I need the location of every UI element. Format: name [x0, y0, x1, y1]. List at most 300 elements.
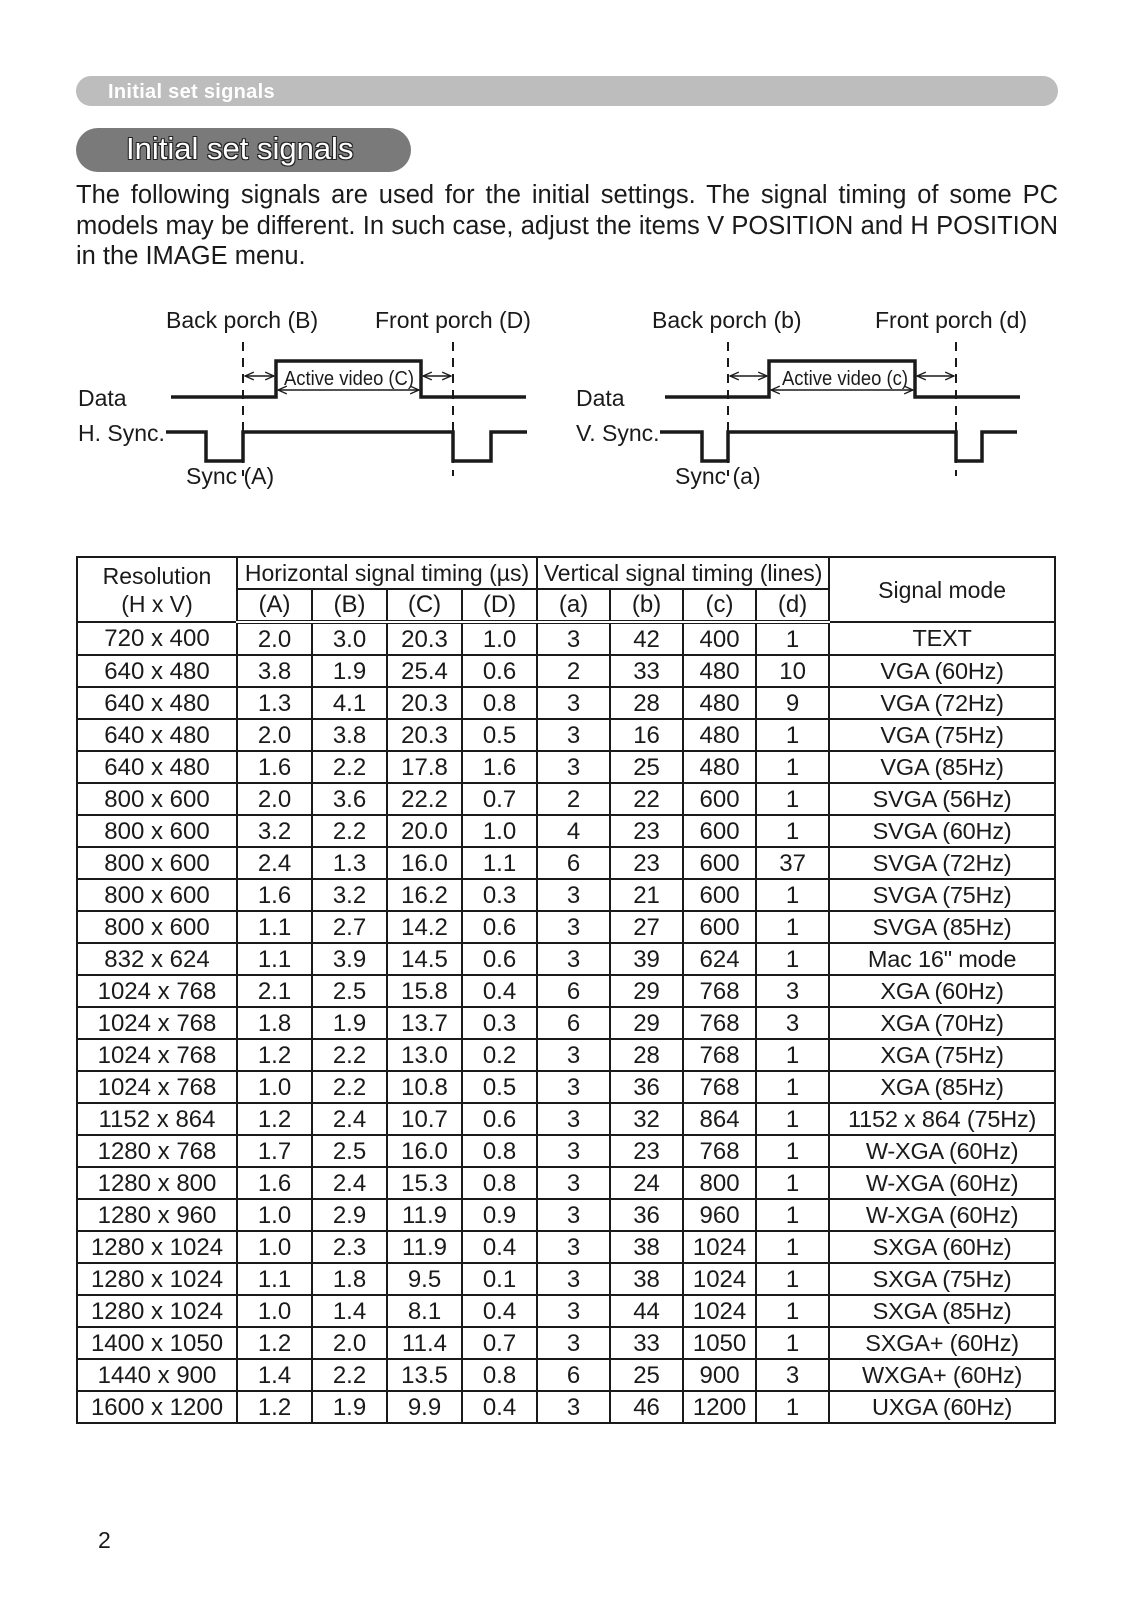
h-active-C-cell: 11.9 [387, 1199, 462, 1231]
signal-mode-cell: SVGA (72Hz) [829, 847, 1055, 879]
h-front-porch-D-cell: 0.4 [462, 1295, 537, 1327]
v-front-porch-d-cell: 1 [756, 1391, 829, 1423]
v-sync-a-cell: 3 [537, 1263, 610, 1295]
h-back-porch-B-cell: 4.1 [312, 687, 387, 719]
h-active-C-cell: 9.5 [387, 1263, 462, 1295]
resolution-cell: 640 x 480 [77, 751, 237, 783]
signal-mode-cell: VGA (60Hz) [829, 655, 1055, 687]
signal-timing-table [76, 556, 1056, 1424]
v-active-c-cell: 960 [683, 1199, 756, 1231]
v-back-porch-b-cell: 25 [610, 1359, 683, 1391]
resolution-cell: 800 x 600 [77, 815, 237, 847]
resolution-cell: 1280 x 1024 [77, 1263, 237, 1295]
table-row [77, 1199, 1055, 1231]
h-front-porch-D-cell: 1.0 [462, 815, 537, 847]
col-header-D: (D) [462, 589, 537, 622]
h-sync-A-cell: 2.0 [237, 783, 312, 815]
h-back-porch-B-cell: 2.0 [312, 1327, 387, 1359]
h-sync-A-cell: 1.4 [237, 1359, 312, 1391]
h-sync-A-cell: 1.2 [237, 1391, 312, 1423]
v-sync-a-cell: 6 [537, 1007, 610, 1039]
h-sync-A-cell: 2.0 [237, 719, 312, 751]
h-sync-A-cell: 1.1 [237, 943, 312, 975]
v-back-porch-b-cell: 24 [610, 1167, 683, 1199]
resolution-cell: 1280 x 1024 [77, 1231, 237, 1263]
h-back-porch-B-cell: 2.2 [312, 1039, 387, 1071]
col-header-A: (A) [237, 589, 312, 622]
table-row [77, 719, 1055, 751]
v-front-porch-d-cell: 1 [756, 622, 829, 655]
resolution-cell: 1280 x 960 [77, 1199, 237, 1231]
h-back-porch-B-cell: 2.2 [312, 815, 387, 847]
v-sync-a-cell: 6 [537, 975, 610, 1007]
h-active-C-cell: 14.5 [387, 943, 462, 975]
v-front-porch-d-cell: 10 [756, 655, 829, 687]
h-front-porch-label: Front porch (D) [375, 307, 531, 333]
v-active-c-cell: 768 [683, 975, 756, 1007]
h-sync-A-cell: 1.7 [237, 1135, 312, 1167]
h-sync-A-cell: 1.2 [237, 1039, 312, 1071]
h-active-C-cell: 11.4 [387, 1327, 462, 1359]
v-front-porch-d-cell: 1 [756, 911, 829, 943]
v-back-porch-label: Back porch (b) [652, 307, 802, 333]
v-active-c-cell: 600 [683, 911, 756, 943]
h-back-porch-B-cell: 2.5 [312, 975, 387, 1007]
v-active-c-cell: 600 [683, 783, 756, 815]
h-active-C-cell: 14.2 [387, 911, 462, 943]
vertical-timing-diagram [576, 307, 1027, 489]
h-back-porch-B-cell: 1.4 [312, 1295, 387, 1327]
v-active-c-cell: 1024 [683, 1263, 756, 1295]
v-active-c-cell: 480 [683, 719, 756, 751]
h-sync-A-cell: 1.8 [237, 1007, 312, 1039]
table-row [77, 751, 1055, 783]
v-back-porch-b-cell: 22 [610, 783, 683, 815]
h-back-porch-B-cell: 1.9 [312, 1391, 387, 1423]
h-active-C-cell: 13.5 [387, 1359, 462, 1391]
resolution-cell: 1152 x 864 [77, 1103, 237, 1135]
v-active-c-cell: 600 [683, 815, 756, 847]
v-sync-a-cell: 3 [537, 911, 610, 943]
v-front-porch-d-cell: 1 [756, 783, 829, 815]
signal-mode-cell: SXGA+ (60Hz) [829, 1327, 1055, 1359]
v-active-c-cell: 600 [683, 879, 756, 911]
col-header-d: (d) [756, 589, 829, 622]
v-back-porch-b-cell: 44 [610, 1295, 683, 1327]
v-front-porch-d-cell: 1 [756, 751, 829, 783]
v-sync-a-cell: 3 [537, 1391, 610, 1423]
h-sync-A-cell: 1.3 [237, 687, 312, 719]
h-back-porch-B-cell: 3.0 [312, 622, 387, 655]
h-sync-A-cell: 1.6 [237, 751, 312, 783]
v-sync-label: V. Sync. [576, 420, 660, 446]
resolution-cell: 1280 x 768 [77, 1135, 237, 1167]
v-sync-a-cell: 3 [537, 1327, 610, 1359]
h-sync-A-cell: 2.0 [237, 622, 312, 655]
v-sync-a-cell: 3 [537, 1167, 610, 1199]
table-row [77, 1039, 1055, 1071]
v-active-c-cell: 480 [683, 655, 756, 687]
table-row [77, 1231, 1055, 1263]
v-front-porch-d-cell: 1 [756, 1103, 829, 1135]
h-active-C-cell: 20.3 [387, 622, 462, 655]
signal-mode-cell: 1152 x 864 (75Hz) [829, 1103, 1055, 1135]
resolution-cell: 800 x 600 [77, 847, 237, 879]
h-front-porch-D-cell: 0.7 [462, 783, 537, 815]
h-active-C-cell: 22.2 [387, 783, 462, 815]
v-sync-a-cell: 4 [537, 815, 610, 847]
v-sync-a-cell: 3 [537, 751, 610, 783]
h-front-porch-D-cell: 0.5 [462, 1071, 537, 1103]
h-front-porch-D-cell: 0.8 [462, 1359, 537, 1391]
horizontal-timing-diagram [78, 307, 531, 489]
resolution-cell: 800 x 600 [77, 783, 237, 815]
signal-mode-cell: XGA (70Hz) [829, 1007, 1055, 1039]
h-front-porch-D-cell: 0.7 [462, 1327, 537, 1359]
v-active-c-cell: 768 [683, 1007, 756, 1039]
resolution-cell: 640 x 480 [77, 687, 237, 719]
h-front-porch-D-cell: 1.0 [462, 622, 537, 655]
v-sync-a-cell: 3 [537, 1199, 610, 1231]
table-row [77, 975, 1055, 1007]
h-back-porch-B-cell: 3.6 [312, 783, 387, 815]
signal-mode-cell: W-XGA (60Hz) [829, 1199, 1055, 1231]
h-sync-A-cell: 1.1 [237, 1263, 312, 1295]
signal-timing-rows [77, 622, 1055, 1423]
running-header-bar [76, 76, 1058, 106]
resolution-cell: 800 x 600 [77, 879, 237, 911]
v-front-porch-d-cell: 37 [756, 847, 829, 879]
signal-mode-cell: VGA (75Hz) [829, 719, 1055, 751]
v-back-porch-b-cell: 32 [610, 1103, 683, 1135]
h-sync-A-cell: 1.0 [237, 1231, 312, 1263]
table-row [77, 1327, 1055, 1359]
v-front-porch-d-cell: 1 [756, 1231, 829, 1263]
table-row [77, 1007, 1055, 1039]
v-sync-a-cell: 3 [537, 1103, 610, 1135]
signal-mode-cell: SVGA (56Hz) [829, 783, 1055, 815]
v-front-porch-d-cell: 1 [756, 815, 829, 847]
col-header-C: (C) [387, 589, 462, 622]
v-back-porch-b-cell: 23 [610, 1135, 683, 1167]
h-sync-A-cell: 1.0 [237, 1199, 312, 1231]
col-header-b: (b) [610, 589, 683, 622]
h-sync-A-cell: 1.2 [237, 1327, 312, 1359]
h-sync-A-cell: 1.1 [237, 911, 312, 943]
v-sync-a-cell: 3 [537, 687, 610, 719]
table-row [77, 622, 1055, 655]
resolution-cell: 720 x 400 [77, 622, 237, 655]
table-row [77, 1391, 1055, 1423]
v-active-c-cell: 800 [683, 1167, 756, 1199]
h-active-C-cell: 16.0 [387, 1135, 462, 1167]
h-back-porch-B-cell: 1.3 [312, 847, 387, 879]
table-row [77, 911, 1055, 943]
v-back-porch-b-cell: 29 [610, 975, 683, 1007]
h-active-C-cell: 20.3 [387, 687, 462, 719]
v-front-porch-d-cell: 1 [756, 1071, 829, 1103]
v-active-c-cell: 768 [683, 1071, 756, 1103]
h-sync-A-cell: 1.6 [237, 1167, 312, 1199]
table-row [77, 1359, 1055, 1391]
signal-mode-cell: XGA (60Hz) [829, 975, 1055, 1007]
h-back-porch-B-cell: 2.2 [312, 1359, 387, 1391]
h-front-porch-D-cell: 0.8 [462, 687, 537, 719]
signal-mode-cell: SXGA (85Hz) [829, 1295, 1055, 1327]
resolution-cell: 1600 x 1200 [77, 1391, 237, 1423]
h-front-porch-D-cell: 0.6 [462, 943, 537, 975]
h-sync-label: H. Sync. [78, 420, 165, 446]
v-back-porch-b-cell: 28 [610, 1039, 683, 1071]
col-header-c: (c) [683, 589, 756, 622]
signal-mode-cell: VGA (85Hz) [829, 751, 1055, 783]
v-front-porch-d-cell: 9 [756, 687, 829, 719]
h-front-porch-D-cell: 0.8 [462, 1135, 537, 1167]
h-front-porch-D-cell: 0.3 [462, 879, 537, 911]
v-active-c-cell: 1024 [683, 1295, 756, 1327]
h-back-porch-B-cell: 2.5 [312, 1135, 387, 1167]
h-front-porch-D-cell: 0.3 [462, 1007, 537, 1039]
resolution-header-sub: (H x V) [121, 590, 193, 617]
resolution-cell: 1400 x 1050 [77, 1327, 237, 1359]
v-front-porch-d-cell: 1 [756, 1199, 829, 1231]
table-row [77, 655, 1055, 687]
v-back-porch-b-cell: 16 [610, 719, 683, 751]
h-active-C-cell: 13.0 [387, 1039, 462, 1071]
v-back-porch-b-cell: 23 [610, 815, 683, 847]
h-active-C-cell: 17.8 [387, 751, 462, 783]
v-active-c-cell: 1200 [683, 1391, 756, 1423]
section-title-pill [76, 128, 411, 172]
h-active-C-cell: 16.0 [387, 847, 462, 879]
h-back-porch-B-cell: 2.2 [312, 751, 387, 783]
h-front-porch-D-cell: 0.5 [462, 719, 537, 751]
resolution-cell: 640 x 480 [77, 719, 237, 751]
h-sync-A-cell: 1.6 [237, 879, 312, 911]
table-row [77, 1167, 1055, 1199]
section-title: Initial set signals [126, 131, 354, 166]
v-data-label: Data [576, 385, 625, 411]
v-back-porch-b-cell: 28 [610, 687, 683, 719]
table-row [77, 1135, 1055, 1167]
col-header-B: (B) [312, 589, 387, 622]
table-row [77, 1263, 1055, 1295]
v-back-porch-b-cell: 38 [610, 1263, 683, 1295]
v-back-porch-b-cell: 27 [610, 911, 683, 943]
h-active-C-cell: 16.2 [387, 879, 462, 911]
h-front-porch-D-cell: 0.6 [462, 1103, 537, 1135]
signal-mode-cell: WXGA+ (60Hz) [829, 1359, 1055, 1391]
resolution-cell: 1280 x 1024 [77, 1295, 237, 1327]
h-active-C-cell: 15.3 [387, 1167, 462, 1199]
h-sync-width-label: Sync (A) [186, 463, 275, 489]
h-back-porch-B-cell: 3.8 [312, 719, 387, 751]
resolution-cell: 1024 x 768 [77, 1039, 237, 1071]
h-front-porch-D-cell: 0.1 [462, 1263, 537, 1295]
h-active-C-cell: 13.7 [387, 1007, 462, 1039]
h-sync-A-cell: 1.0 [237, 1071, 312, 1103]
table-row [77, 783, 1055, 815]
v-front-porch-d-cell: 1 [756, 1327, 829, 1359]
v-active-video-label: Active video (c) [782, 368, 908, 390]
v-sync-a-cell: 3 [537, 1295, 610, 1327]
v-front-porch-d-cell: 1 [756, 943, 829, 975]
h-front-porch-D-cell: 1.6 [462, 751, 537, 783]
v-front-porch-d-cell: 1 [756, 1167, 829, 1199]
h-front-porch-D-cell: 0.8 [462, 1167, 537, 1199]
resolution-cell: 1440 x 900 [77, 1359, 237, 1391]
h-active-C-cell: 9.9 [387, 1391, 462, 1423]
vertical-timing-header: Vertical signal timing (lines) [537, 557, 829, 589]
intro-paragraph: The following signals are used for the initial settings. The signal timing of some PC models may be different. In such case, adjust the items V POSITION and H POSITION in the IMAGE menu. [76, 181, 1058, 270]
h-front-porch-D-cell: 0.2 [462, 1039, 537, 1071]
table-row [77, 1071, 1055, 1103]
h-front-porch-D-cell: 0.4 [462, 1231, 537, 1263]
horizontal-timing-header: Horizontal signal timing (µs) [237, 557, 537, 589]
resolution-cell: 832 x 624 [77, 943, 237, 975]
table-row [77, 943, 1055, 975]
v-active-c-cell: 1050 [683, 1327, 756, 1359]
page-number: 2 [98, 1527, 111, 1553]
v-active-c-cell: 864 [683, 1103, 756, 1135]
v-active-c-cell: 768 [683, 1135, 756, 1167]
h-sync-A-cell: 1.0 [237, 1295, 312, 1327]
h-back-porch-B-cell: 3.2 [312, 879, 387, 911]
v-back-porch-b-cell: 25 [610, 751, 683, 783]
v-active-c-cell: 624 [683, 943, 756, 975]
h-front-porch-D-cell: 0.4 [462, 975, 537, 1007]
v-sync-a-cell: 6 [537, 847, 610, 879]
table-row [77, 879, 1055, 911]
v-sync-a-cell: 2 [537, 783, 610, 815]
v-back-porch-b-cell: 33 [610, 1327, 683, 1359]
v-active-c-cell: 768 [683, 1039, 756, 1071]
h-active-C-cell: 25.4 [387, 655, 462, 687]
h-front-porch-D-cell: 0.4 [462, 1391, 537, 1423]
h-active-C-cell: 15.8 [387, 975, 462, 1007]
h-front-porch-D-cell: 0.6 [462, 655, 537, 687]
signal-mode-cell: XGA (75Hz) [829, 1039, 1055, 1071]
h-back-porch-B-cell: 2.2 [312, 1071, 387, 1103]
signal-mode-header: Signal mode [829, 557, 1055, 622]
signal-mode-cell: UXGA (60Hz) [829, 1391, 1055, 1423]
v-back-porch-b-cell: 21 [610, 879, 683, 911]
signal-timing-diagram [0, 300, 1130, 520]
v-back-porch-b-cell: 36 [610, 1199, 683, 1231]
h-active-C-cell: 10.7 [387, 1103, 462, 1135]
h-active-C-cell: 20.3 [387, 719, 462, 751]
v-front-porch-d-cell: 3 [756, 975, 829, 1007]
v-front-porch-d-cell: 1 [756, 1135, 829, 1167]
h-sync-A-cell: 2.1 [237, 975, 312, 1007]
signal-mode-cell: SVGA (75Hz) [829, 879, 1055, 911]
signal-mode-cell: XGA (85Hz) [829, 1071, 1055, 1103]
table-row [77, 687, 1055, 719]
v-sync-a-cell: 3 [537, 1071, 610, 1103]
v-sync-a-cell: 3 [537, 1039, 610, 1071]
v-back-porch-b-cell: 38 [610, 1231, 683, 1263]
table-row [77, 847, 1055, 879]
signal-mode-cell: TEXT [829, 622, 1055, 655]
h-active-video-label: Active video (C) [284, 368, 414, 390]
v-sync-width-label: Sync (a) [675, 463, 761, 489]
h-front-porch-D-cell: 0.9 [462, 1199, 537, 1231]
v-sync-a-cell: 3 [537, 943, 610, 975]
v-front-porch-d-cell: 3 [756, 1007, 829, 1039]
signal-mode-cell: Mac 16" mode [829, 943, 1055, 975]
signal-mode-cell: SXGA (60Hz) [829, 1231, 1055, 1263]
h-back-porch-B-cell: 2.3 [312, 1231, 387, 1263]
v-sync-a-cell: 3 [537, 1135, 610, 1167]
v-back-porch-b-cell: 29 [610, 1007, 683, 1039]
signal-mode-cell: SVGA (60Hz) [829, 815, 1055, 847]
signal-mode-cell: SVGA (85Hz) [829, 911, 1055, 943]
table-row [77, 1103, 1055, 1135]
h-sync-waveform [166, 432, 527, 461]
v-active-c-cell: 900 [683, 1359, 756, 1391]
h-back-porch-B-cell: 2.7 [312, 911, 387, 943]
v-back-porch-b-cell: 39 [610, 943, 683, 975]
running-header-title: Initial set signals [108, 81, 275, 103]
v-front-porch-d-cell: 1 [756, 1263, 829, 1295]
h-front-porch-D-cell: 1.1 [462, 847, 537, 879]
v-sync-a-cell: 3 [537, 719, 610, 751]
v-sync-a-cell: 6 [537, 1359, 610, 1391]
v-front-porch-d-cell: 1 [756, 1039, 829, 1071]
v-back-porch-b-cell: 46 [610, 1391, 683, 1423]
h-active-C-cell: 11.9 [387, 1231, 462, 1263]
resolution-cell: 640 x 480 [77, 655, 237, 687]
h-data-label: Data [78, 385, 127, 411]
signal-mode-cell: W-XGA (60Hz) [829, 1167, 1055, 1199]
signal-mode-cell: SXGA (75Hz) [829, 1263, 1055, 1295]
v-sync-a-cell: 3 [537, 879, 610, 911]
h-back-porch-B-cell: 1.9 [312, 1007, 387, 1039]
resolution-cell: 1024 x 768 [77, 1071, 237, 1103]
v-back-porch-b-cell: 36 [610, 1071, 683, 1103]
col-header-a: (a) [537, 589, 610, 622]
h-back-porch-label: Back porch (B) [166, 307, 319, 333]
v-front-porch-d-cell: 1 [756, 719, 829, 751]
v-sync-waveform [660, 432, 1017, 461]
table-row [77, 1295, 1055, 1327]
v-back-porch-b-cell: 42 [610, 622, 683, 655]
h-sync-A-cell: 1.2 [237, 1103, 312, 1135]
v-back-porch-b-cell: 23 [610, 847, 683, 879]
h-back-porch-B-cell: 2.4 [312, 1167, 387, 1199]
h-back-porch-B-cell: 2.4 [312, 1103, 387, 1135]
h-front-porch-D-cell: 0.6 [462, 911, 537, 943]
h-active-C-cell: 10.8 [387, 1071, 462, 1103]
v-sync-a-cell: 3 [537, 1231, 610, 1263]
v-front-porch-d-cell: 3 [756, 1359, 829, 1391]
h-back-porch-B-cell: 1.8 [312, 1263, 387, 1295]
v-active-c-cell: 1024 [683, 1231, 756, 1263]
v-active-c-cell: 600 [683, 847, 756, 879]
signal-mode-cell: W-XGA (60Hz) [829, 1135, 1055, 1167]
h-active-C-cell: 8.1 [387, 1295, 462, 1327]
v-active-c-cell: 480 [683, 751, 756, 783]
h-sync-A-cell: 3.8 [237, 655, 312, 687]
v-back-porch-b-cell: 33 [610, 655, 683, 687]
h-sync-A-cell: 3.2 [237, 815, 312, 847]
resolution-cell: 1280 x 800 [77, 1167, 237, 1199]
h-active-C-cell: 20.0 [387, 815, 462, 847]
v-sync-a-cell: 3 [537, 622, 610, 655]
resolution-cell: 1024 x 768 [77, 975, 237, 1007]
h-sync-A-cell: 2.4 [237, 847, 312, 879]
h-back-porch-B-cell: 3.9 [312, 943, 387, 975]
